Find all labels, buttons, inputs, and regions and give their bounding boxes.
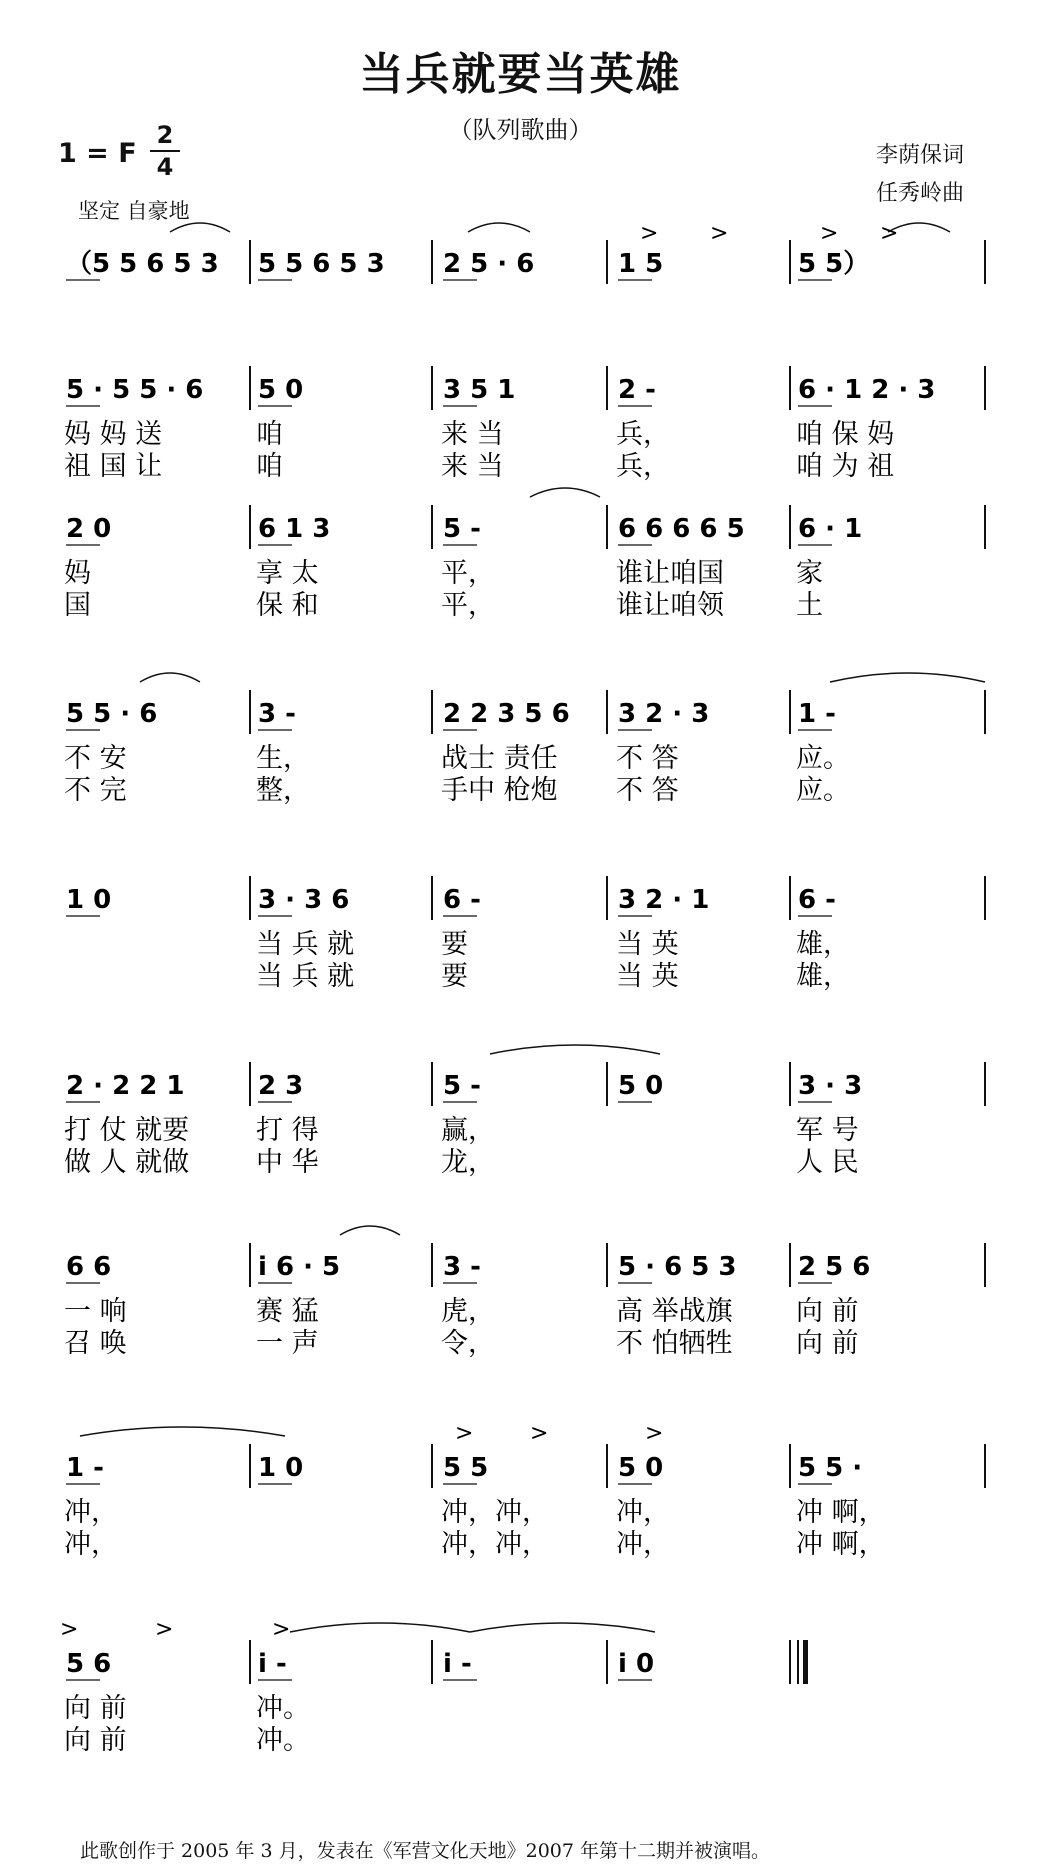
lyric-text: 冲， xyxy=(64,1497,118,1528)
note-measure: （5 5 6 5 3 xyxy=(66,249,219,279)
slur xyxy=(530,488,600,497)
lyric-text: 当 英 xyxy=(616,961,679,992)
slur xyxy=(830,673,985,682)
note-measure: 1 - xyxy=(798,699,836,729)
lyric-text: 当 兵 就 xyxy=(256,961,355,992)
accent-mark: > xyxy=(880,221,899,246)
lyric-text: 雄， xyxy=(796,929,850,960)
accent-mark: > xyxy=(710,221,729,246)
slur xyxy=(290,1623,470,1632)
note-measure: 2 0 xyxy=(66,514,112,544)
lyric-text: 妈 妈 送 xyxy=(64,419,163,450)
lyric-text: 一 响 xyxy=(64,1296,127,1327)
lyric-text: 整， xyxy=(256,775,310,806)
note-measure: 5 · 5 5 · 6 xyxy=(66,375,204,405)
lyric-text: 谁让咱国 xyxy=(616,558,724,589)
note-measure: 5 0 xyxy=(258,375,304,405)
note-measure: 5 5 · 6 xyxy=(66,699,158,729)
note-measure: 6 - xyxy=(798,885,836,915)
lyric-text: 不 答 xyxy=(616,775,679,806)
lyric-text: 不 安 xyxy=(64,743,127,774)
final-bar-thick xyxy=(803,1640,808,1684)
note-measure: 3 · 3 xyxy=(798,1071,863,1101)
accent-mark: > xyxy=(455,1421,474,1446)
accent-mark: > xyxy=(60,1617,79,1642)
lyric-text: 不 怕牺牲 xyxy=(616,1328,733,1359)
lyric-text: 赢， xyxy=(441,1115,495,1146)
time-signature-bottom: 4 xyxy=(156,153,174,181)
time-signature-top: 2 xyxy=(156,121,174,149)
lyric-text: 一 声 xyxy=(256,1328,319,1359)
note-measure: 6 6 xyxy=(66,1252,112,1282)
note-measure: 1 0 xyxy=(258,1453,304,1483)
key-signature: 1 = F xyxy=(58,138,137,169)
note-measure: 5 - xyxy=(443,1071,481,1101)
lyric-text: 祖 国 让 xyxy=(64,451,163,482)
song-subtitle: （队列歌曲） xyxy=(448,116,593,144)
lyric-text: 生， xyxy=(256,743,310,774)
lyric-text: 兵， xyxy=(616,419,670,450)
note-measure: 2 5 6 xyxy=(798,1252,871,1282)
lyric-text: 向 前 xyxy=(796,1328,859,1359)
note-measure: 2 · 2 2 1 xyxy=(66,1071,185,1101)
lyric-text: 冲，冲， xyxy=(441,1529,549,1560)
note-measure: 3 5 1 xyxy=(443,375,516,405)
lyric-text: 不 完 xyxy=(64,775,127,806)
lyric-text: 应。 xyxy=(796,775,850,806)
lyric-text: 要 xyxy=(441,929,468,960)
lyric-text: 战士 责任 xyxy=(441,743,558,774)
slur xyxy=(80,1427,285,1436)
note-measure: 5 5 · xyxy=(798,1453,863,1483)
lyric-text: 咱 xyxy=(256,451,283,482)
note-measure: 5 6 xyxy=(66,1649,112,1679)
note-measure: 3 · 3 6 xyxy=(258,885,350,915)
note-measure: 3 - xyxy=(443,1252,481,1282)
lyric-text: 平， xyxy=(441,558,495,589)
lyric-text: 平， xyxy=(441,590,495,621)
lyric-text: 向 前 xyxy=(796,1296,859,1327)
lyric-text: 冲 啊， xyxy=(796,1529,886,1560)
note-measure: 2 5 · 6 xyxy=(443,249,535,279)
note-measure: 1 5 xyxy=(618,249,664,279)
lyric-text: 应。 xyxy=(796,743,850,774)
note-measure: 5 0 xyxy=(618,1453,664,1483)
slur xyxy=(170,223,230,232)
accent-mark: > xyxy=(155,1617,174,1642)
lyric-text: 咱 保 妈 xyxy=(796,419,895,450)
note-measure: 2 3 xyxy=(258,1071,304,1101)
lyric-text: 来 当 xyxy=(441,419,504,450)
lyric-text: 家 xyxy=(796,558,823,589)
lyric-text: 冲。 xyxy=(256,1725,310,1756)
note-measure: 3 - xyxy=(258,699,296,729)
lyric-text: 高 举战旗 xyxy=(616,1296,733,1327)
note-measure: 6 · 1 2 · 3 xyxy=(798,375,936,405)
lyric-text: 人 民 xyxy=(796,1147,859,1178)
slur xyxy=(470,1623,655,1632)
lyric-text: 保 和 xyxy=(256,590,319,621)
note-measure: 5 - xyxy=(443,514,481,544)
note-measure: i 0 xyxy=(618,1649,655,1679)
note-measure: 6 1 3 xyxy=(258,514,331,544)
lyric-text: 令， xyxy=(441,1328,495,1359)
note-measure: 6 - xyxy=(443,885,481,915)
lyric-text: 向 前 xyxy=(64,1693,127,1724)
lyric-text: 冲， xyxy=(616,1529,670,1560)
lyric-text: 妈 xyxy=(64,558,91,589)
lyric-text: 向 前 xyxy=(64,1725,127,1756)
lyric-text: 冲，冲， xyxy=(441,1497,549,1528)
lyric-text: 冲， xyxy=(616,1497,670,1528)
accent-mark: > xyxy=(820,221,839,246)
lyric-text: 冲 啊， xyxy=(796,1497,886,1528)
lyric-text: 做 人 就做 xyxy=(64,1147,190,1178)
lyric-text: 不 答 xyxy=(616,743,679,774)
lyricist-credit: 李荫保词 xyxy=(876,143,965,168)
lyric-text: 当 英 xyxy=(616,929,679,960)
lyric-text: 中 华 xyxy=(256,1147,319,1178)
lyric-text: 虎， xyxy=(441,1296,495,1327)
note-measure: i - xyxy=(443,1649,472,1679)
note-measure: 5 5） xyxy=(798,249,870,279)
accent-mark: > xyxy=(645,1421,664,1446)
lyric-text: 冲。 xyxy=(256,1693,310,1724)
lyric-text: 召 唤 xyxy=(64,1328,127,1359)
note-measure: i 6 · 5 xyxy=(258,1252,341,1282)
slur xyxy=(468,223,530,232)
note-measure: i - xyxy=(258,1649,287,1679)
accent-mark: > xyxy=(530,1421,549,1446)
note-measure: 2 2 3 5 6 xyxy=(443,699,570,729)
composer-credit: 任秀岭曲 xyxy=(876,181,965,206)
note-measure: 5 5 xyxy=(443,1453,489,1483)
note-measure: 3 2 · 1 xyxy=(618,885,710,915)
tempo-marking: 坚定 自豪地 xyxy=(78,199,190,223)
note-measure: 5 0 xyxy=(618,1071,664,1101)
note-measure: 5 · 6 5 3 xyxy=(618,1252,737,1282)
lyric-text: 龙， xyxy=(441,1147,495,1178)
slur xyxy=(140,673,200,682)
lyric-text: 来 当 xyxy=(441,451,504,482)
slur xyxy=(490,1045,660,1054)
lyric-text: 咱 xyxy=(256,419,283,450)
lyric-text: 打 得 xyxy=(256,1115,319,1146)
lyric-text: 当 兵 就 xyxy=(256,929,355,960)
accent-mark: > xyxy=(272,1617,291,1642)
lyric-text: 咱 为 祖 xyxy=(796,451,895,482)
lyric-text: 军 号 xyxy=(796,1115,859,1146)
slur xyxy=(340,1226,400,1235)
lyric-text: 土 xyxy=(796,590,823,621)
lyric-text: 冲， xyxy=(64,1529,118,1560)
lyric-text: 赛 猛 xyxy=(256,1296,319,1327)
lyric-text: 手中 枪炮 xyxy=(441,775,558,806)
lyric-text: 打 仗 就要 xyxy=(64,1115,190,1146)
song-title: 当兵就要当英雄 xyxy=(359,49,682,100)
note-measure: 6 6 6 6 5 xyxy=(618,514,745,544)
note-measure: 2 - xyxy=(618,375,656,405)
footnote: 此歌创作于 2005 年 3 月，发表在《军营文化天地》2007 年第十二期并被演唱。 xyxy=(80,1840,770,1862)
lyric-text: 国 xyxy=(64,590,91,621)
lyric-text: 要 xyxy=(441,961,468,992)
note-measure: 1 0 xyxy=(66,885,112,915)
note-measure: 1 - xyxy=(66,1453,104,1483)
lyric-text: 兵， xyxy=(616,451,670,482)
lyric-text: 享 太 xyxy=(256,558,319,589)
note-measure: 5 5 6 5 3 xyxy=(258,249,385,279)
lyric-text: 雄， xyxy=(796,961,850,992)
note-measure: 6 · 1 xyxy=(798,514,863,544)
accent-mark: > xyxy=(640,221,659,246)
note-measure: 3 2 · 3 xyxy=(618,699,710,729)
lyric-text: 谁让咱领 xyxy=(616,590,724,621)
